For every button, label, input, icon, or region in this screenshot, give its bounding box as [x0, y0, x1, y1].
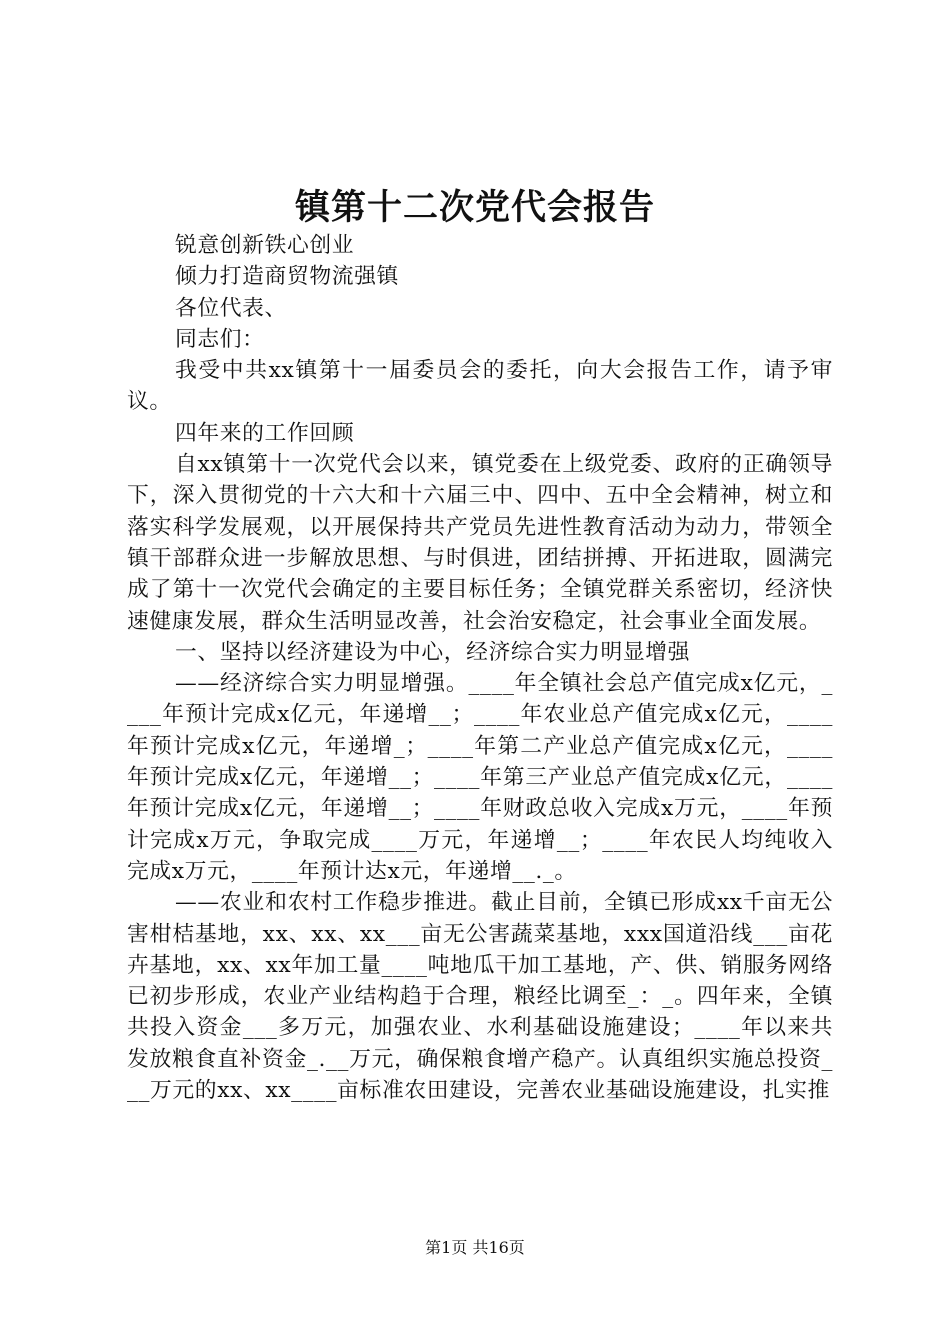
page-footer: 第1页 共16页 — [425, 1238, 525, 1257]
paragraph: 我受中共xx镇第十一届委员会的委托，向大会报告工作，请予审议。 — [127, 358, 833, 415]
paragraph: 自xx镇第十一次党代会以来，镇党委在上级党委、政府的正确领导下，深入贯彻党的十六大和十六届三中、四中、五中全会精神，树立和落实科学发展观，以开展保持共产党员先进性教育活动为动力，带领全镇干部群众进一步解放思想、与时俱进，团结拼搏、开拓进取，圆满完成了第十一次党代会确定的主要目标任务；全镇党群关系密切，经济快速健康发展，群众生活明显改善，社会治安稳定，社会事业全面发展。 — [127, 452, 833, 634]
paragraph: 一、坚持以经济建设为中心，经济综合实力明显增强 — [174, 639, 691, 665]
paragraph: 倾力打造商贸物流强镇 — [174, 264, 399, 290]
paragraph: 四年来的工作回顾 — [174, 420, 355, 446]
document-title: 镇第十二次党代会报告 — [294, 187, 655, 228]
paragraph: 锐意创新铁心创业 — [174, 233, 355, 258]
paragraph: ——农业和农村工作稳步推进。截止目前，全镇已形成xx千亩无公害柑桔基地，xx、xx、xx___亩无公害蔬菜基地，xxx国道沿线___亩花卉基地，xx、xx年加工量____吨地瓜干加工基地，产、供、销服务网络已初步形成，农业产业结构趋于合理，粮经比调至_：_。四年来，全镇共投入资金___多万元，加强农业、水利基础设施建设；____年以来共发放粮食直补资金_.__万元，确保粮食增产稳产。认真组织实施总投资___万元的xx、xx____亩标准农田建设，完善农业基础设施建设，扎实推 — [127, 890, 833, 1104]
document-body — [127, 230, 833, 1106]
paragraph: 同志们： — [174, 326, 265, 352]
paragraph: 各位代表、 — [174, 295, 287, 321]
paragraph: ——经济综合实力明显增强。____年全镇社会总产值完成x亿元，____年预计完成x亿元，年递增__；____年农业总产值完成x亿元，____年预计完成x亿元，年递增_；____年第二产业总产值完成x亿元，____年预计完成x亿元，年递增__；____年第三产业总产值完成x亿元，____年预计完成x亿元，年递增__；____年财政总收入完成x万元，____年预计完成x万元，争取完成____万元，年递增__；____年农民人均纯收入完成x万元，____年预计达x元，年递增__._。 — [127, 671, 833, 884]
